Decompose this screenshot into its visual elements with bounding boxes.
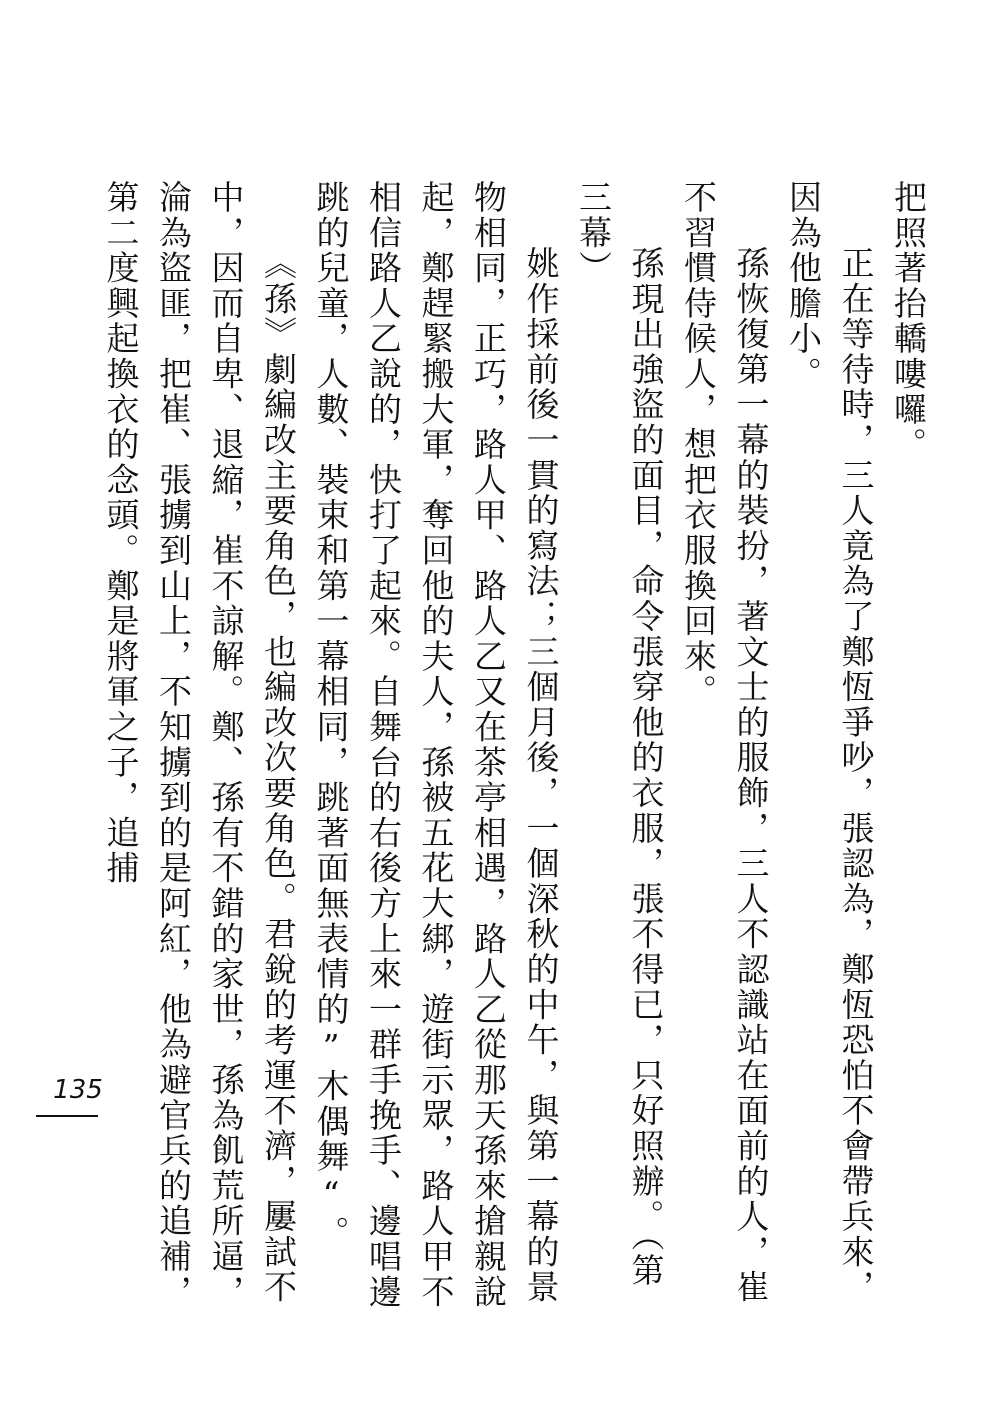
page-number-underline <box>36 1115 98 1117</box>
paragraph-5: 姚作採前後一貫的寫法；三個月後，一個深秋的中午，與第一幕的景物相同，正巧，路人甲、路人乙又在茶亭相遇，路人乙從那天孫來搶親說起，鄭趕緊搬大軍，奪回他的夫人，孫被五花大綁，遊街示眾，路人甲不相信路人乙說的，快打了起來。自舞台的右後方上來一群手挽手、邊唱邊跳的兒童，人數、裝束和第一幕相同，跳著面無表情的”木偶舞“。 <box>311 180 561 1310</box>
paragraph-1: 把照著抬轎嘍囉。 <box>889 180 928 463</box>
paragraph-4: 孫現出強盜的面目，命令張穿他的衣服，張不得已，只好照辦。（第三幕） <box>574 180 666 1289</box>
paragraph-6: 《孫》劇編改主要角色，也編改次要角色。君銳的考運不濟，屢試不中，因而自卑、退縮，崔不諒解。鄭、孫有不錯的家世，孫為飢荒所逼，淪為盜匪，把崔、張擄到山上，不知擄到的是阿紅，他為避官兵的追補，第二度興起換衣的念頭。鄭是將軍之子，追捕 <box>101 180 298 1310</box>
page-number: 135 <box>53 1075 103 1105</box>
paragraph-2: 正在等待時，三人竟為了鄭恆爭吵，張認為，鄭恆恐怕不會帶兵來，因為他膽小。 <box>784 180 876 1305</box>
paragraph-3: 孫恢復第一幕的裝扮，著文士的服飾，三人不認識站在面前的人，崔不習慣侍候人，想把衣服換回來。 <box>679 180 771 1305</box>
vertical-text-block <box>34 180 934 1320</box>
